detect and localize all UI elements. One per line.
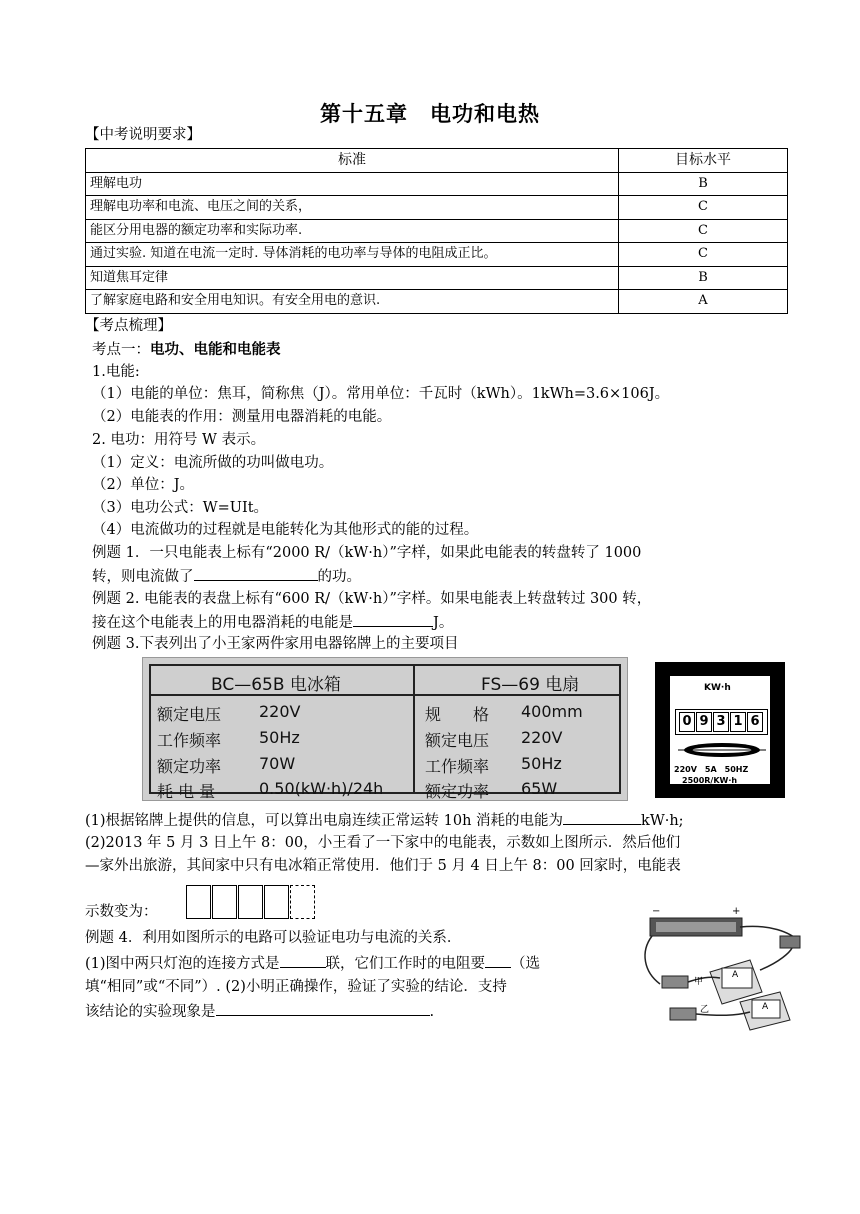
table-row (86, 243, 788, 267)
text-line: （4）电流做功的过程就是电能转化为其他形式的能的过程。 (92, 522, 479, 538)
text: 接在这个电能表上的用电器消耗的电能是 (92, 615, 353, 631)
col-level-header: 目标水平 (619, 149, 788, 173)
text-line: （1）定义：电流所做的功叫做电功。 (92, 455, 334, 471)
question2-line3: 示数变为： (85, 904, 158, 920)
meter-answer-box[interactable] (186, 885, 211, 919)
point1-title: 电功、电能和电能表 (150, 342, 281, 358)
text: 该结论的实验现象是 (85, 1004, 216, 1020)
fridge-value: 70W (259, 754, 296, 773)
requirements-heading: 【中考说明要求】 (85, 127, 201, 143)
meter-answer-box[interactable] (264, 885, 289, 919)
page-title: 第十五章 电功和电热 (320, 102, 540, 126)
table-row (86, 196, 788, 220)
bulb-jia-label: 甲 (694, 977, 704, 987)
question1-line (85, 810, 684, 832)
fan-title: FS—69 电扇 (481, 675, 580, 695)
answer-blank[interactable] (353, 612, 433, 627)
col-standard-header: 标准 (86, 149, 619, 173)
text-line: （2）电能表的作用：测量用电器消耗的电能。 (92, 409, 392, 425)
table-row (86, 219, 788, 243)
review-heading: 【考点梳理】 (85, 318, 172, 334)
text: J。 (433, 615, 454, 631)
answer-blank[interactable] (216, 1001, 430, 1016)
text-line: （1）电能的单位：焦耳，简称焦（J）。常用单位：千瓦时（kWh）。1kWh=3.6×106J。 (92, 386, 670, 402)
fan-label: 额定电压 (425, 731, 490, 750)
text: 转，则电流做了 (92, 569, 194, 585)
meter-digit: 0 (679, 712, 695, 732)
meter-disc-icon (676, 740, 768, 760)
example3-heading: 例题 3.下表列出了小王家两件家用电器铭牌上的主要项目 (92, 636, 459, 652)
meter-specs: 220V 5A 50HZ (674, 765, 749, 774)
example1-line2 (92, 566, 361, 588)
fridge-label: 耗 电 量 (157, 782, 216, 801)
example2-line2 (92, 612, 453, 634)
electric-meter-image (655, 662, 785, 798)
row-standard: 能区分用电器的额定功率和实际功率. (86, 219, 619, 243)
example4-line3 (85, 1001, 434, 1023)
fan-label: 额定功率 (425, 782, 490, 801)
fridge-label: 工作频率 (157, 731, 222, 750)
row-level: B (619, 266, 788, 290)
meter-answer-box[interactable] (238, 885, 263, 919)
row-standard: 理解电功率和电流、电压之间的关系， (86, 196, 619, 220)
fridge-label: 额定电压 (157, 705, 222, 724)
point1-prefix: 考点一： (92, 342, 150, 358)
appliance-nameplate-image (142, 657, 628, 801)
example2-line1: 例题 2. 电能表的表盘上标有“600 R/（kW·h）”字样。如果电能表上转盘转过 300 转， (92, 591, 652, 607)
fan-value: 400mm (521, 702, 583, 721)
fridge-label: 额定功率 (157, 757, 222, 776)
text: 联，它们工作时的电阻要 (325, 956, 486, 972)
fridge-value: 220V (259, 702, 301, 721)
text: (1)根据铭牌上提供的信息，可以算出电扇连续正常运转 10h 消耗的电能为 (85, 813, 564, 829)
meter-answer-box[interactable] (212, 885, 237, 919)
text-line: 1.电能: (92, 364, 140, 380)
requirements-table (85, 148, 788, 314)
table-header-row (86, 149, 788, 173)
ammeter-label: A (732, 970, 739, 980)
text: kW·h; (641, 813, 684, 829)
question2-line1: (2)2013 年 5 月 3 日上午 8：00，小王看了一下家中的电能表，示数如上图所示．然后他们 (85, 835, 681, 851)
row-standard: 通过实验. 知道在电流一定时. 导体消耗的电功率与导体的电阻成正比。 (86, 243, 619, 267)
circuit-image (640, 906, 810, 1034)
table-row (86, 172, 788, 196)
meter-digit: 9 (696, 712, 712, 732)
battery-plus-label: + (732, 906, 741, 917)
example4-heading: 例题 4．利用如图所示的电路可以验证电功与电流的关系． (85, 930, 462, 946)
meter-rate: 2500R/KW·h (682, 776, 738, 785)
text: 的功。 (317, 569, 361, 585)
row-level: C (619, 219, 788, 243)
meter-digit: 6 (747, 712, 763, 732)
example4-line2: 填“相同”或“不同”）. (2)小明正确操作，验证了实验的结论．支持 (85, 979, 507, 995)
text: （选 (511, 956, 541, 972)
text-line: （2）单位：J。 (92, 477, 195, 493)
question2-line2: —家外出旅游，其间家中只有电冰箱正常使用．他们于 5 月 4 日上午 8：00 回家时，电能表 (85, 858, 681, 874)
row-level: A (619, 290, 788, 314)
table-row (86, 266, 788, 290)
fan-value: 65W (521, 779, 558, 798)
fan-value: 50Hz (521, 754, 562, 773)
battery-minus-label: − (652, 906, 661, 917)
text-line: 2. 电功：用符号 W 表示。 (92, 432, 266, 448)
fan-label: 工作频率 (425, 757, 490, 776)
example1-line1: 例题 1．一只电能表上标有“2000 R/（kW·h）”字样，如果此电能表的转盘转了 1000 (92, 545, 642, 561)
meter-unit: KW·h (704, 683, 731, 693)
answer-blank[interactable] (194, 566, 318, 581)
bulb-yi-label: 乙 (700, 1005, 710, 1015)
meter-digit: 3 (713, 712, 729, 732)
text-line: （3）电功公式：W=UIt。 (92, 500, 269, 516)
row-standard: 知道焦耳定律 (86, 266, 619, 290)
row-standard: 理解电功 (86, 172, 619, 196)
row-level: B (619, 172, 788, 196)
example4-line1 (85, 953, 540, 975)
meter-digit: 1 (730, 712, 746, 732)
answer-blank[interactable] (280, 953, 326, 968)
fan-label: 规 格 (425, 705, 490, 724)
row-level: C (619, 196, 788, 220)
text: . (429, 1004, 435, 1020)
point1-heading (92, 340, 281, 361)
table-row (86, 290, 788, 314)
meter-answer-box[interactable] (290, 885, 315, 919)
fan-value: 220V (521, 728, 563, 747)
row-standard: 了解家庭电路和安全用电知识。有安全用电的意识. (86, 290, 619, 314)
text: (1)图中两只灯泡的连接方式是 (85, 956, 280, 972)
ammeter-label: A (762, 1002, 769, 1012)
fridge-value: 50Hz (259, 728, 300, 747)
answer-blank[interactable] (485, 953, 511, 968)
answer-blank[interactable] (563, 810, 641, 825)
fridge-title: BC—65B 电冰箱 (211, 675, 341, 695)
row-level: C (619, 243, 788, 267)
fridge-value: 0.50(kW·h)/24h (259, 779, 384, 798)
